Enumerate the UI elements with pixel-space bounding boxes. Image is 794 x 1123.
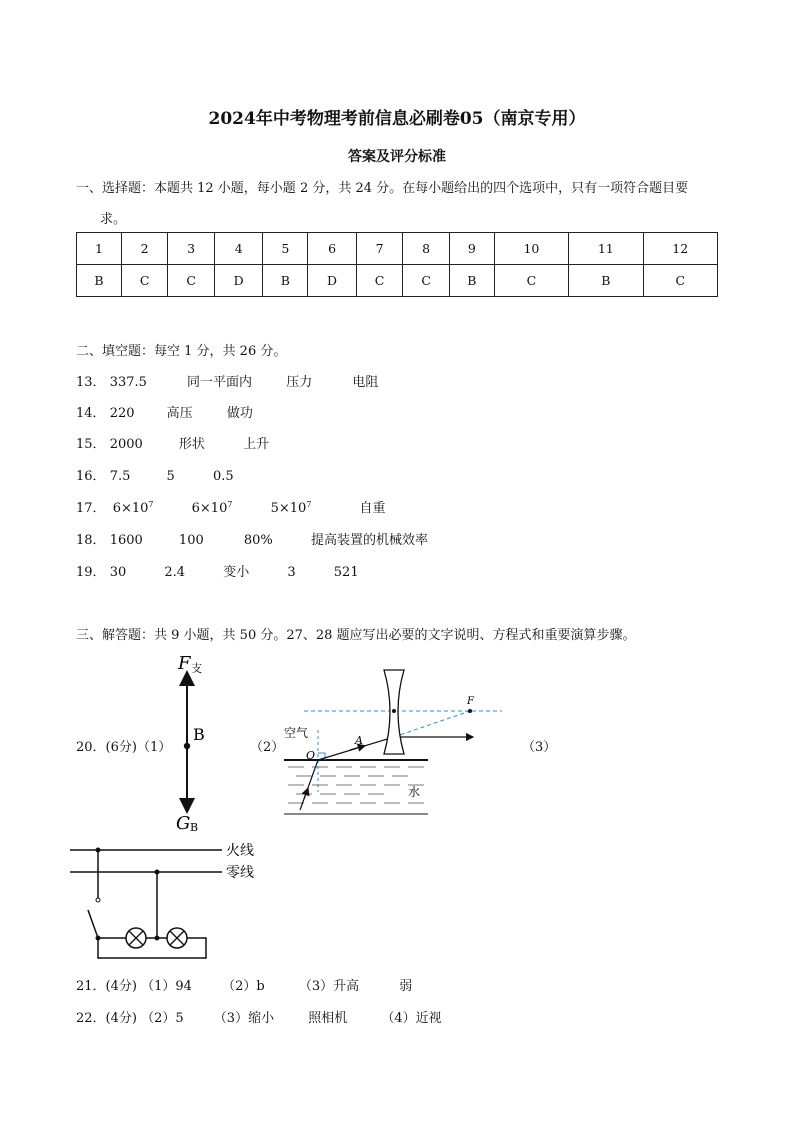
- answer-cell: C: [494, 265, 568, 297]
- answer-blank: 形状: [178, 437, 205, 452]
- answer-row-22: [76, 1007, 442, 1026]
- answer-row-14: [76, 402, 253, 421]
- answer-blank: 2.4: [164, 565, 186, 580]
- page-title: 2024年中考物理考前信息必刷卷05（南京专用）: [208, 109, 586, 129]
- refracted-ray-arrow: [350, 747, 362, 751]
- answer-blank: 0.5: [212, 469, 234, 484]
- answer-blank: 变小: [223, 565, 250, 580]
- answer-blank: 220: [109, 406, 135, 421]
- answer-cell: C: [168, 265, 215, 297]
- question-number: 3: [168, 233, 215, 265]
- answer-cell: D: [308, 265, 357, 297]
- ray-extension: [394, 711, 470, 737]
- answer-row-17: [76, 497, 386, 516]
- fig1-top-label: F: [178, 653, 191, 674]
- section1-heading: 一、选择题：本题共 12 小题，每小题 2 分，共 24 分。在每小题给出的四个选项中，只有一项符合题目要: [76, 181, 689, 196]
- question-number: 5: [263, 233, 308, 265]
- section1-heading-cont: 求。: [100, 212, 127, 227]
- answer-blank: 提高装置的机械效率: [310, 533, 428, 548]
- fig1-top-sub: 支: [191, 662, 202, 675]
- question-number: 21．(4分): [76, 979, 137, 994]
- answer-blank: [113, 500, 154, 516]
- fig1-bottom-label: G: [176, 813, 191, 834]
- question-number: 7: [356, 233, 403, 265]
- answer-blank: （3）缩小: [213, 1011, 275, 1026]
- question-number: 15．: [76, 437, 106, 452]
- point-f-label: F: [467, 696, 474, 707]
- exponent: 7: [306, 499, 312, 509]
- question-number: 12: [643, 233, 717, 265]
- water-label: 水: [408, 785, 421, 799]
- answer-cell: C: [356, 265, 403, 297]
- point-o-label: O: [306, 749, 316, 762]
- question-number: 10: [494, 233, 568, 265]
- answer-blank: 80%: [243, 533, 273, 548]
- answer-table-number-row: [77, 233, 718, 265]
- answer-cell: C: [121, 265, 168, 297]
- answer-blank: （4）近视: [381, 1011, 442, 1026]
- answer-blank: 521: [333, 565, 359, 580]
- answer-blank-mantissa: 6×10: [112, 501, 149, 516]
- answer-cell: D: [214, 265, 263, 297]
- answer-blank: 同一平面内: [187, 375, 253, 390]
- answer-blank: 自重: [359, 501, 386, 516]
- answer-blank: 做功: [226, 406, 253, 421]
- exponent: 7: [148, 499, 154, 509]
- q20-part2-label: （2）: [250, 740, 285, 755]
- question-number: 14．: [76, 406, 106, 421]
- force-diagram: [160, 648, 230, 836]
- answer-cell: B: [569, 265, 643, 297]
- answer-blank: [192, 500, 233, 516]
- question-number: 9: [449, 233, 494, 265]
- answer-blank: （2）5: [141, 1011, 184, 1026]
- fig1-bottom-sub: B: [190, 821, 199, 834]
- fig1-point-label: B: [193, 725, 205, 744]
- question-number: 17．: [76, 501, 106, 516]
- question-number: 13．: [76, 375, 106, 390]
- answer-blank-mantissa: 6×10: [191, 501, 228, 516]
- point-b-dot: [184, 743, 190, 749]
- answer-blank: 照相机: [308, 1011, 348, 1026]
- answer-blank: 弱: [399, 979, 413, 994]
- question-number: 6: [308, 233, 357, 265]
- answer-cell: C: [643, 265, 717, 297]
- question-number: 8: [403, 233, 450, 265]
- answer-blank-mantissa: 5×10: [270, 501, 307, 516]
- answer-row-21: [76, 975, 412, 994]
- answer-row-19: [76, 561, 359, 580]
- answer-cell: C: [403, 265, 450, 297]
- question-number: 11: [569, 233, 643, 265]
- answer-row-18: [76, 529, 428, 548]
- answer-blank: 电阻: [352, 375, 379, 390]
- answer-blank: （1）94: [141, 979, 192, 994]
- answer-blank: 1600: [109, 533, 143, 548]
- question-number: 1: [77, 233, 122, 265]
- circuit-diagram: [66, 836, 276, 964]
- question-number: 4: [214, 233, 263, 265]
- answer-blank: （2）b: [222, 979, 265, 994]
- answer-blank: 上升: [243, 437, 270, 452]
- answer-table: [76, 232, 718, 297]
- optical-center: [392, 709, 396, 713]
- switch-contact: [96, 898, 100, 902]
- answer-row-13: [76, 371, 378, 390]
- answer-blank: 2000: [109, 437, 143, 452]
- answer-blank: 30: [109, 565, 127, 580]
- answer-blank: 337.5: [109, 375, 147, 390]
- q20-label: 20．(6分)（1）: [76, 740, 172, 755]
- refraction-lens-diagram: [280, 664, 510, 816]
- answer-blank: 压力: [286, 375, 313, 390]
- focal-point: [468, 709, 472, 713]
- page-subtitle: 答案及评分标准: [348, 149, 446, 165]
- question-number: 16．: [76, 469, 106, 484]
- answer-blank: 5: [166, 469, 175, 484]
- q20-part3-label: （3）: [522, 740, 557, 755]
- live-wire-label: 火线: [226, 843, 254, 859]
- section2-heading: 二、填空题：每空 1 分，共 26 分。: [76, 344, 287, 359]
- answer-blank: 3: [287, 565, 296, 580]
- answer-blank: 高压: [166, 406, 193, 421]
- section3-heading: 三、解答题：共 9 小题，共 50 分。27、28 题应写出必要的文字说明、方程式和重要演算步骤。: [76, 628, 636, 643]
- answer-cell: B: [77, 265, 122, 297]
- answer-cell: B: [449, 265, 494, 297]
- exponent: 7: [227, 499, 233, 509]
- air-label: 空气: [284, 726, 309, 740]
- question-number: 19．: [76, 565, 106, 580]
- question-number: 2: [121, 233, 168, 265]
- answer-blank: （3）升高: [298, 979, 360, 994]
- answer-blank: 7.5: [109, 469, 131, 484]
- switch-lever: [88, 910, 98, 938]
- answer-table-answer-row: [77, 265, 718, 297]
- answer-blank: [271, 500, 312, 516]
- question-number: 22．(4分): [76, 1011, 137, 1026]
- answer-row-15: [76, 433, 269, 452]
- answer-blank: 100: [178, 533, 204, 548]
- answer-row-16: [76, 465, 234, 484]
- question-number: 18．: [76, 533, 106, 548]
- neutral-wire-label: 零线: [226, 865, 254, 881]
- point-a-label: A: [355, 734, 363, 747]
- water-region: [288, 760, 428, 814]
- return-wire: [98, 938, 206, 958]
- answer-cell: B: [263, 265, 308, 297]
